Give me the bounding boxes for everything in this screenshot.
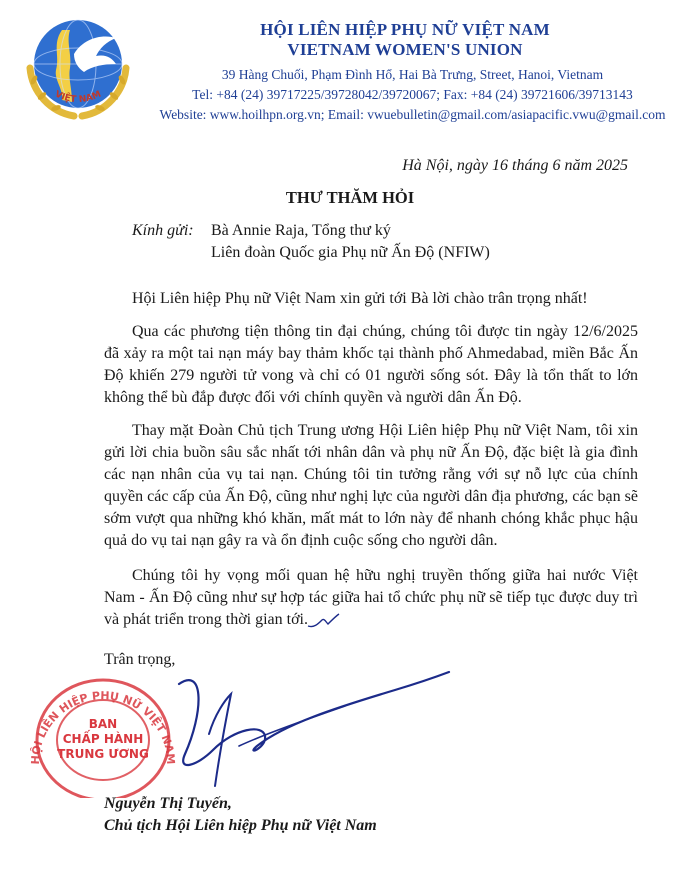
org-name-vi: HỘI LIÊN HIỆP PHỤ NỮ VIỆT NAM — [260, 20, 550, 39]
org-web-email: Website: www.hoilhpn.org.vn; Email: vwuebulletin@gmail.com/asiapacific.vwu@gmail.com — [159, 107, 666, 122]
closing-line: Trân trọng, — [104, 651, 176, 668]
recipient-line-1: Bà Annie Raja, Tổng thư ký — [211, 222, 391, 239]
svg-text:BAN: BAN — [88, 717, 118, 731]
vwu-logo-icon — [22, 8, 134, 120]
svg-text:VIỆT NAM: VIỆT NAM — [53, 89, 103, 106]
signer-title: Chủ tịch Hội Liên hiệp Phụ nữ Việt Nam — [104, 817, 377, 834]
letter-date: Hà Nội, ngày 16 tháng 6 năm 2025 — [402, 157, 628, 174]
svg-text:HỘI LIÊN HIỆP PHỤ NỮ VIỆT NAM: HỘI LIÊN HIỆP PHỤ NỮ VIỆT NAM — [28, 689, 178, 765]
org-address: 39 Hàng Chuối, Phạm Đình Hổ, Hai Bà Trưng, Street, Hanoi, Vietnam — [221, 67, 604, 82]
org-phone-fax: Tel: +84 (24) 39717225/39728042/39720067; Fax: +84 (24) 39721606/39713143 — [192, 87, 633, 102]
signer-name: Nguyễn Thị Tuyến, — [104, 795, 232, 812]
org-name-en: VIETNAM WOMEN'S UNION — [287, 40, 523, 59]
paragraph-hope: Chúng tôi hy vọng mối quan hệ hữu nghị truyền thống giữa hai nước Việt Nam - Ấn Độ cũng như sự hợp tác giữa hai tổ chức phụ nữ sẽ tiếp tục được duy trì và phát triển trong thời gian tới. — [104, 567, 638, 628]
salutation-label: Kính gửi: — [132, 222, 194, 239]
svg-text:TRUNG ƯƠNG: TRUNG ƯƠNG — [57, 747, 149, 761]
handwritten-signature — [145, 654, 465, 814]
ink-tick-mark — [306, 612, 340, 634]
paragraph-news: Qua các phương tiện thông tin đại chúng, chúng tôi được tin ngày 12/6/2025 đã xảy ra một tai nạn máy bay thảm khốc tại thành phố Ahmedabad, miền Bắc Ấn Độ khiến 279 người tử vong và chỉ có 01 người sống sót. Đây là tổn thất to lớn không thể bù đắp được đối với chính quyền và người dân Ấn Độ. — [104, 323, 638, 406]
recipient-line-2: Liên đoàn Quốc gia Phụ nữ Ấn Độ (NFIW) — [211, 244, 490, 261]
letter-title: THƯ THĂM HỎI — [285, 188, 415, 207]
svg-text:CHẤP HÀNH: CHẤP HÀNH — [62, 732, 144, 746]
paragraph-condolence: Thay mặt Đoàn Chủ tịch Trung ương Hội Liên hiệp Phụ nữ Việt Nam, tôi xin gửi lời chia buồn sâu sắc nhất tới nhân dân và phụ nữ Ấn Độ, đặc biệt là gia đình các nạn nhân của vụ tai nạn. Chúng tôi tin tưởng rằng với sự nỗ lực của chính quyền các cấp của Ấn Độ, cũng như nghị lực của người dân địa phương, các bạn sẽ sớm vượt qua những khó khăn, mất mát to lớn này để nhanh chóng khắc phục hậu quả do vụ tai nạn gây ra và ổn định cuộc sống cho người dân. — [104, 422, 638, 549]
paragraph-greeting: Hội Liên hiệp Phụ nữ Việt Nam xin gửi tới Bà lời chào trân trọng nhất! — [132, 290, 588, 307]
